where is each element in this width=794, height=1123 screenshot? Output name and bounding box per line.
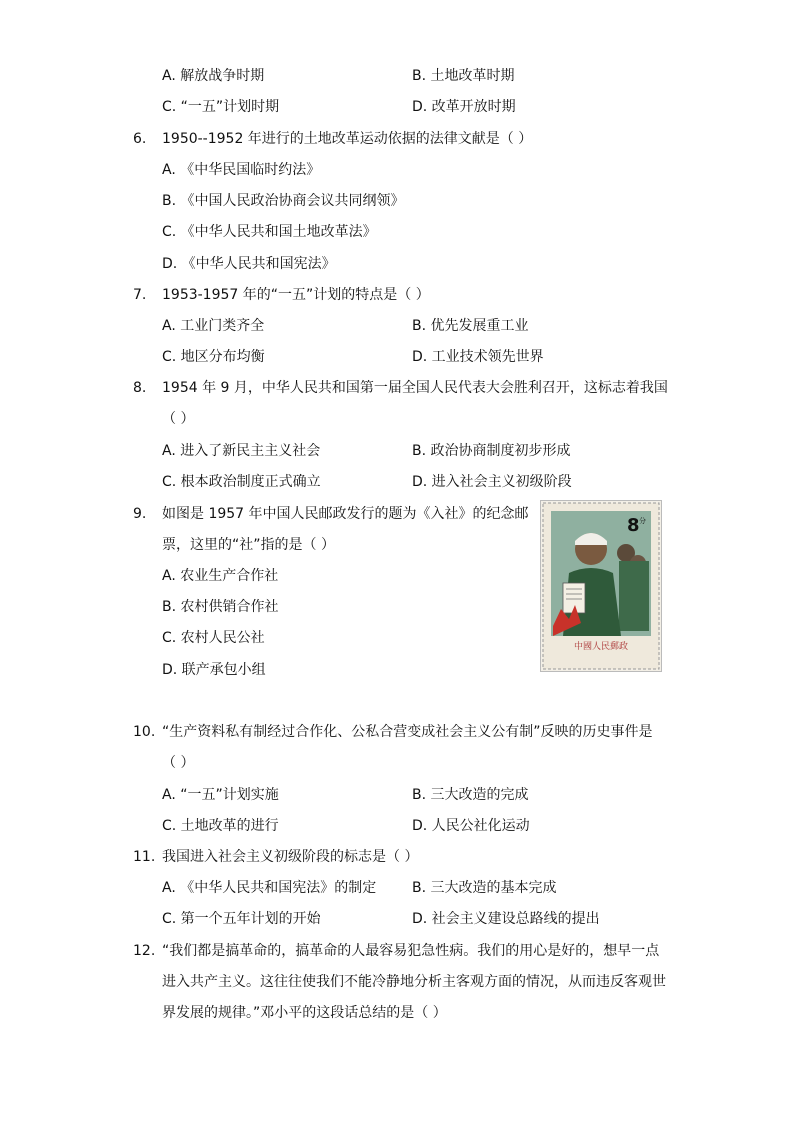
q8-option-c: C. 根本政治制度正式确立 [162,474,321,490]
q9-stem-line1: 如图是 1957 年中国人民邮政发行的题为《入社》的纪念邮 [162,506,529,522]
q11-stem: 我国进入社会主义初级阶段的标志是（ ） [162,849,419,865]
q12-number: 12. [133,943,156,959]
q5-option-c: C. “一五”计划时期 [162,99,280,115]
stamp-caption: 中國人民郵政 [573,642,629,652]
q6-option-b: B. 《中国人民政治协商会议共同纲领》 [162,193,405,209]
q11-option-d: D. 社会主义建设总路线的提出 [412,911,600,927]
q7-option-d: D. 工业技术领先世界 [412,349,544,365]
q6-option-a: A. 《中华民国临时约法》 [162,162,321,178]
q7-option-c: C. 地区分布均衡 [162,349,265,365]
q8-option-d: D. 进入社会主义初级阶段 [412,474,572,490]
q11-option-a: A. 《中华人民共和国宪法》的制定 [162,880,377,896]
q11-number: 11. [133,849,156,865]
q8-stem-line2: （ ） [162,411,195,427]
stamp-unit: 分 [639,517,646,525]
stamp-value: 8 [627,515,640,536]
q7-option-b: B. 优先发展重工业 [412,318,529,334]
q5-option-a: A. 解放战争时期 [162,68,265,84]
q9-number: 9. [133,506,147,522]
q8-stem-line1: 1954 年 9 月，中华人民共和国第一届全国人民代表大会胜利召开，这标志着我国 [162,380,668,396]
q8-option-b: B. 政治协商制度初步形成 [412,443,571,459]
q10-stem-line1: “生产资料私有制经过合作化、公私合营变成社会主义公有制”反映的历史事件是 [162,724,653,740]
q10-option-b: B. 三大改造的完成 [412,787,529,803]
q10-stem-line2: （ ） [162,755,195,771]
q5-option-b: B. 土地改革时期 [412,68,515,84]
q11-option-c: C. 第一个五年计划的开始 [162,911,321,927]
stamp-illustration [541,501,661,671]
q9-stem-line2: 票，这里的“社”指的是（ ） [162,537,335,553]
q12-stem-line1: “我们都是搞革命的，搞革命的人最容易犯急性病。我们的用心是好的，想早一点 [162,943,660,959]
q6-option-d: D. 《中华人民共和国宪法》 [162,256,336,272]
q6-stem: 1950--1952 年进行的土地改革运动依据的法律文献是（ ） [162,131,533,147]
q10-number: 10. [133,724,156,740]
q8-number: 8. [133,380,147,396]
q10-option-d: D. 人民公社化运动 [412,818,530,834]
q10-option-c: C. 土地改革的进行 [162,818,279,834]
q12-stem-line2: 进入共产主义。这往往使我们不能冷静地分析主客观方面的情况，从而违反客观世 [162,974,666,990]
q9-option-c: C. 农村人民公社 [162,630,265,646]
q9-option-b: B. 农村供销合作社 [162,599,279,615]
q6-number: 6. [133,131,147,147]
q11-option-b: B. 三大改造的基本完成 [412,880,557,896]
stamp-image [540,500,662,672]
q7-stem: 1953-1957 年的“一五”计划的特点是（ ） [162,287,430,303]
q8-option-a: A. 进入了新民主主义社会 [162,443,321,459]
q9-option-d: D. 联产承包小组 [162,662,266,678]
q9-option-a: A. 农业生产合作社 [162,568,279,584]
q5-option-d: D. 改革开放时期 [412,99,516,115]
q7-number: 7. [133,287,147,303]
q7-option-a: A. 工业门类齐全 [162,318,265,334]
q10-option-a: A. “一五”计划实施 [162,787,279,803]
q6-option-c: C. 《中华人民共和国土地改革法》 [162,224,377,240]
q12-stem-line3: 界发展的规律。”邓小平的这段话总结的是（ ） [162,1005,447,1021]
